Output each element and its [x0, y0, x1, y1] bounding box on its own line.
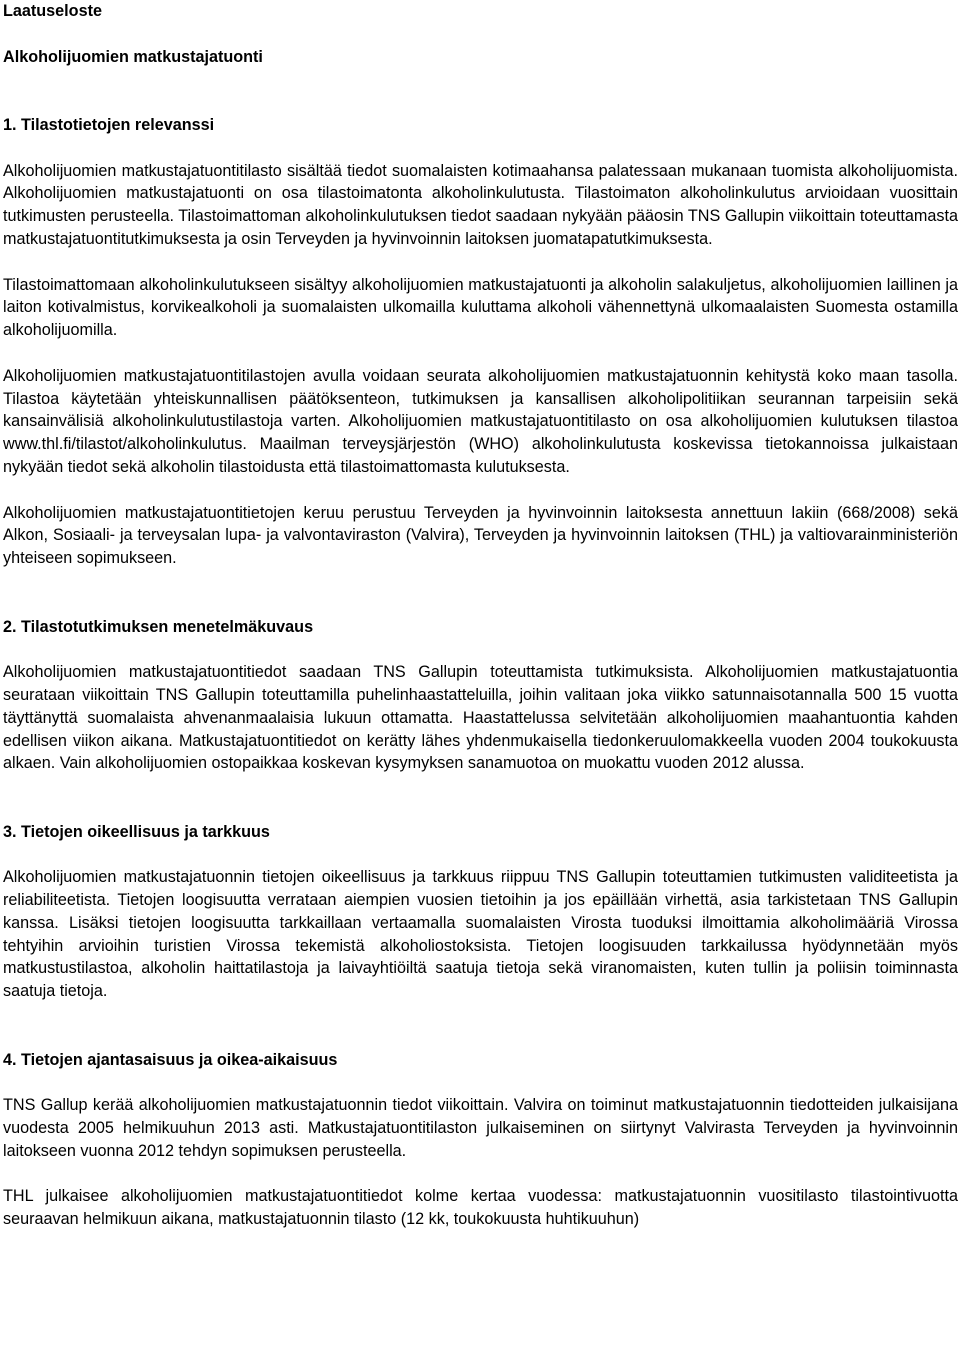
spacer [3, 251, 958, 274]
section-heading: 1. Tilastotietojen relevanssi [3, 115, 215, 134]
document-type: Laatuseloste [3, 2, 102, 20]
spacer [3, 1071, 958, 1094]
section-methodology [3, 616, 958, 776]
section-relevance [3, 114, 958, 570]
paragraph: Alkoholijuomien matkustajatuontitilasto sisältää tiedot suomalaisten kotimaahansa palatessaan mukanaan tuomista alkoholijuomista. Alkoholijuomien matkustajatuonti on osa tilastoimatonta alkoholinkulutusta. Tilastoimaton alkoholinkulutus arvioidaan vuosittain tutkimusten perusteella. Tilastoimattoman alkoholinkulutuksen tiedot saadaan nykyään pääosin TNS Gallupin viikoittain toteuttamasta matkustajatuontitutkimuksesta ja osin Terveyden ja hyvinvoinnin laitoksen juomatapatutkimuksesta. [3, 161, 958, 248]
spacer [3, 1003, 958, 1049]
section-heading: 4. Tietojen ajantasaisuus ja oikea-aikaisuus [3, 1050, 338, 1069]
paragraph: Alkoholijuomien matkustajatuontitietojen keruu perustuu Terveyden ja hyvinvoinnin laitoksesta annettuun lakiin (668/2008) sekä Alkon, Sosiaali- ja terveysalan lupa- ja valvontaviraston (Valvira), Terveyden ja hyvinvoinnin laitoksen (THL) ja valtiovarainministeriön yhteiseen sopimukseen. [3, 503, 958, 568]
document-title: Alkoholijuomien matkustajatuonti [3, 47, 263, 66]
spacer [3, 1163, 958, 1186]
paragraph: Alkoholijuomien matkustajatuonnin tietojen oikeellisuus ja tarkkuus riippuu TNS Gallupin toteuttamien tutkimusten validiteetista ja reliabiliteetista. Tietojen loogisuutta verrataan aiempien vuosien tietoihin ja jos epäillään virhettä, asia tarkistetaan TNS Gallupin kanssa. Lisäksi tietojen loogisuutta tarkkaillaan vertaamalla suomalaisten Virosta tuoduksi ilmoittamia alkoholimääriä Virossa tehtyihin arvioihin turistien Virossa tekemistä alkoholiostoksista. Tietojen loogisuuden tarkkailussa hyödynnetään myös matkustustilastoa, alkoholin haittatilastoja ja laivayhtiöiltä saatuja tietoja sekä viranomaisten, kuten tullin ja poliisin toiminnasta saatuja tietoja. [3, 868, 958, 1001]
spacer [3, 638, 958, 661]
spacer [3, 137, 958, 160]
paragraph: Alkoholijuomien matkustajatuontitiedot saadaan TNS Gallupin toteuttamista tutkimuksista. Alkoholijuomien matkustajatuontia seurataan viikoittain TNS Gallupin toteuttamilla puhelinhaastatteluilla, joihin valitaan joka viikko satunnaisotannalla 500 15 vuotta täyttänyttä suomalaista ahvenanmaalaisia lukuun ottamatta. Haastattelussa selvitetään alkoholijuomien maahantuontia kahden edellisen viikon aikana. Matkustajatuontitiedot on kerätty lähes yhdenmukaisella tiedonkeruulomakkeella vuoden 2004 toukokuusta alkaen. Vain alkoholijuomien ostopaikkaa koskevan kysymyksen sanamuotoa on muokattu vuoden 2012 alussa. [3, 663, 958, 773]
spacer [3, 68, 958, 114]
section-heading: 3. Tietojen oikeellisuus ja tarkkuus [3, 822, 270, 841]
spacer [3, 570, 958, 616]
section-timeliness [3, 1049, 958, 1231]
spacer [3, 23, 958, 46]
spacer [3, 775, 958, 821]
paragraph: THL julkaisee alkoholijuomien matkustajatuontitiedot kolme kertaa vuodessa: matkustajatuonnin vuositilasto tilastointivuotta seuraavan helmikuun aikana, matkustajatuonnin tilasto (12 kk, toukokuusta huhtikuuhun) [3, 1187, 958, 1229]
spacer [3, 342, 958, 365]
paragraph: Alkoholijuomien matkustajatuontitilastojen avulla voidaan seurata alkoholijuomien matkustajatuonnin kehitystä koko maan tasolla. Tilastoa käytetään yhteiskunnallisen päätöksenteon, tutkimuksen ja kansallisen alkoholipolitiikan seurannan tarpeisiin sekä kansainvälisiä alkoholinkulutustilastoja varten. Alkoholijuomien matkustajatuontitilasto on osa alkoholijuomien kulutuksen tilastoa www.thl.fi/tilastot/alkoholinkulutus. Maailman terveysjärjestön (WHO) alkoholinkulutusta koskevissa tietokannoissa julkaistaan nykyään tiedot sekä alkoholin tilastoidusta että tilastoimattomasta kulutuksesta. [3, 366, 958, 476]
section-heading: 2. Tilastotutkimuksen menetelmäkuvaus [3, 617, 314, 636]
paragraph: Tilastoimattomaan alkoholinkulutukseen sisältyy alkoholijuomien matkustajatuonti ja alkoholin salakuljetus, alkoholijuomien laillinen ja laiton kotivalmistus, korvikealkoholi ja suomalaisten ulkomailla kuluttama alkoholi vähennettynä ulkomaalaisten Suomesta ostamilla alkoholijuomilla. [3, 275, 958, 340]
paragraph: TNS Gallup kerää alkoholijuomien matkustajatuonnin tiedot viikoittain. Valvira on toiminut matkustajatuonnin tiedotteiden julkaisijana vuodesta 2005 helmikuuhun 2013 asti. Matkustajatuontitilaston julkaiseminen on siirtynyt Valvirasta Terveyden ja hyvinvoinnin laitokseen vuonna 2012 tehdyn sopimuksen perusteella. [3, 1096, 958, 1160]
spacer [3, 479, 958, 502]
section-accuracy [3, 821, 958, 1003]
spacer [3, 843, 958, 866]
